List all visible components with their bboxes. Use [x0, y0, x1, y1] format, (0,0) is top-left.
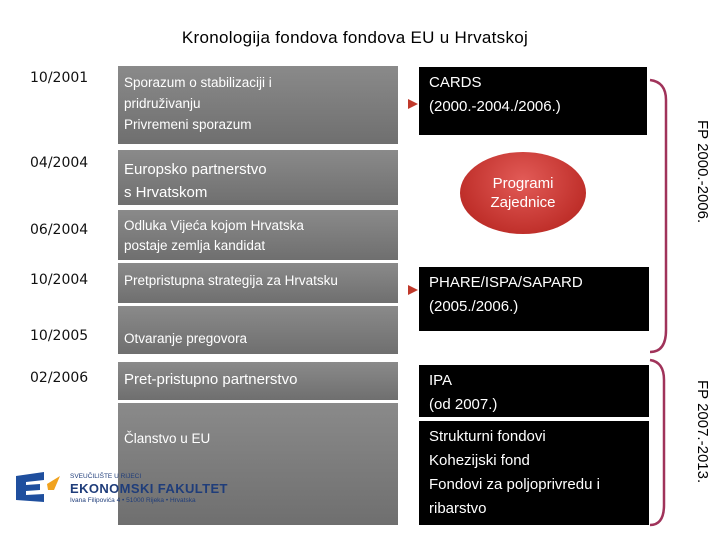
timeline-text: Pretpristupna strategija za Hrvatsku [124, 273, 338, 288]
program-box-ipa: IPA (od 2007.) [419, 365, 649, 417]
timeline-text: Otvaranje pregovora [124, 331, 248, 346]
period-label-fp2: FP 2007.-2013. [694, 380, 711, 484]
timeline-text: Članstvo u EU [124, 431, 211, 446]
timeline-bar [118, 403, 398, 525]
date-label: 04/2004 [30, 155, 89, 171]
date-label: 06/2004 [30, 222, 89, 238]
program-box-phare: PHARE/ISPA/SAPARD (2005./2006.) [419, 267, 649, 331]
arrow-to-cards [398, 99, 418, 109]
logo-address: Ivana Filipovića 4 • 51000 Rijeka • Hrvatska [70, 497, 196, 504]
arrow-to-phare [398, 285, 418, 295]
program-box-cards: CARDS (2000.-2004./2006.) [419, 67, 647, 135]
period-label-fp1: FP 2000.-2006. [694, 120, 711, 224]
bracket-fp1 [650, 80, 666, 352]
logo-university: SVEUČILIŠTE U RIJECI [70, 473, 142, 480]
timeline-text: Europsko partnerstvo s Hrvatskom [124, 161, 267, 201]
timeline-text: Pret-pristupno partnerstvo [124, 371, 298, 388]
date-label: 10/2004 [30, 272, 89, 288]
timeline-text: Sporazum o stabilizaciji i pridruživanju Privremeni sporazum [124, 75, 272, 132]
date-label: 10/2001 [30, 70, 89, 86]
program-box-structural: Strukturni fondovi Kohezijski fond Fondovi za poljoprivredu i ribarstvo [419, 421, 649, 525]
timeline-text: Odluka Vijeća kojom Hrvatska postaje zemlja kandidat [124, 218, 304, 253]
date-label: 10/2005 [30, 328, 89, 344]
faculty-logo-icon [14, 470, 62, 504]
logo-faculty: EKONOMSKI FAKULTET [70, 481, 228, 496]
page-title: Kronologija fondova fondova EU u Hrvatskoj [181, 28, 529, 47]
date-label: 02/2006 [30, 370, 89, 386]
programi-zajednice-ellipse: Programi Zajednice [460, 152, 586, 234]
bracket-fp2 [650, 360, 664, 525]
